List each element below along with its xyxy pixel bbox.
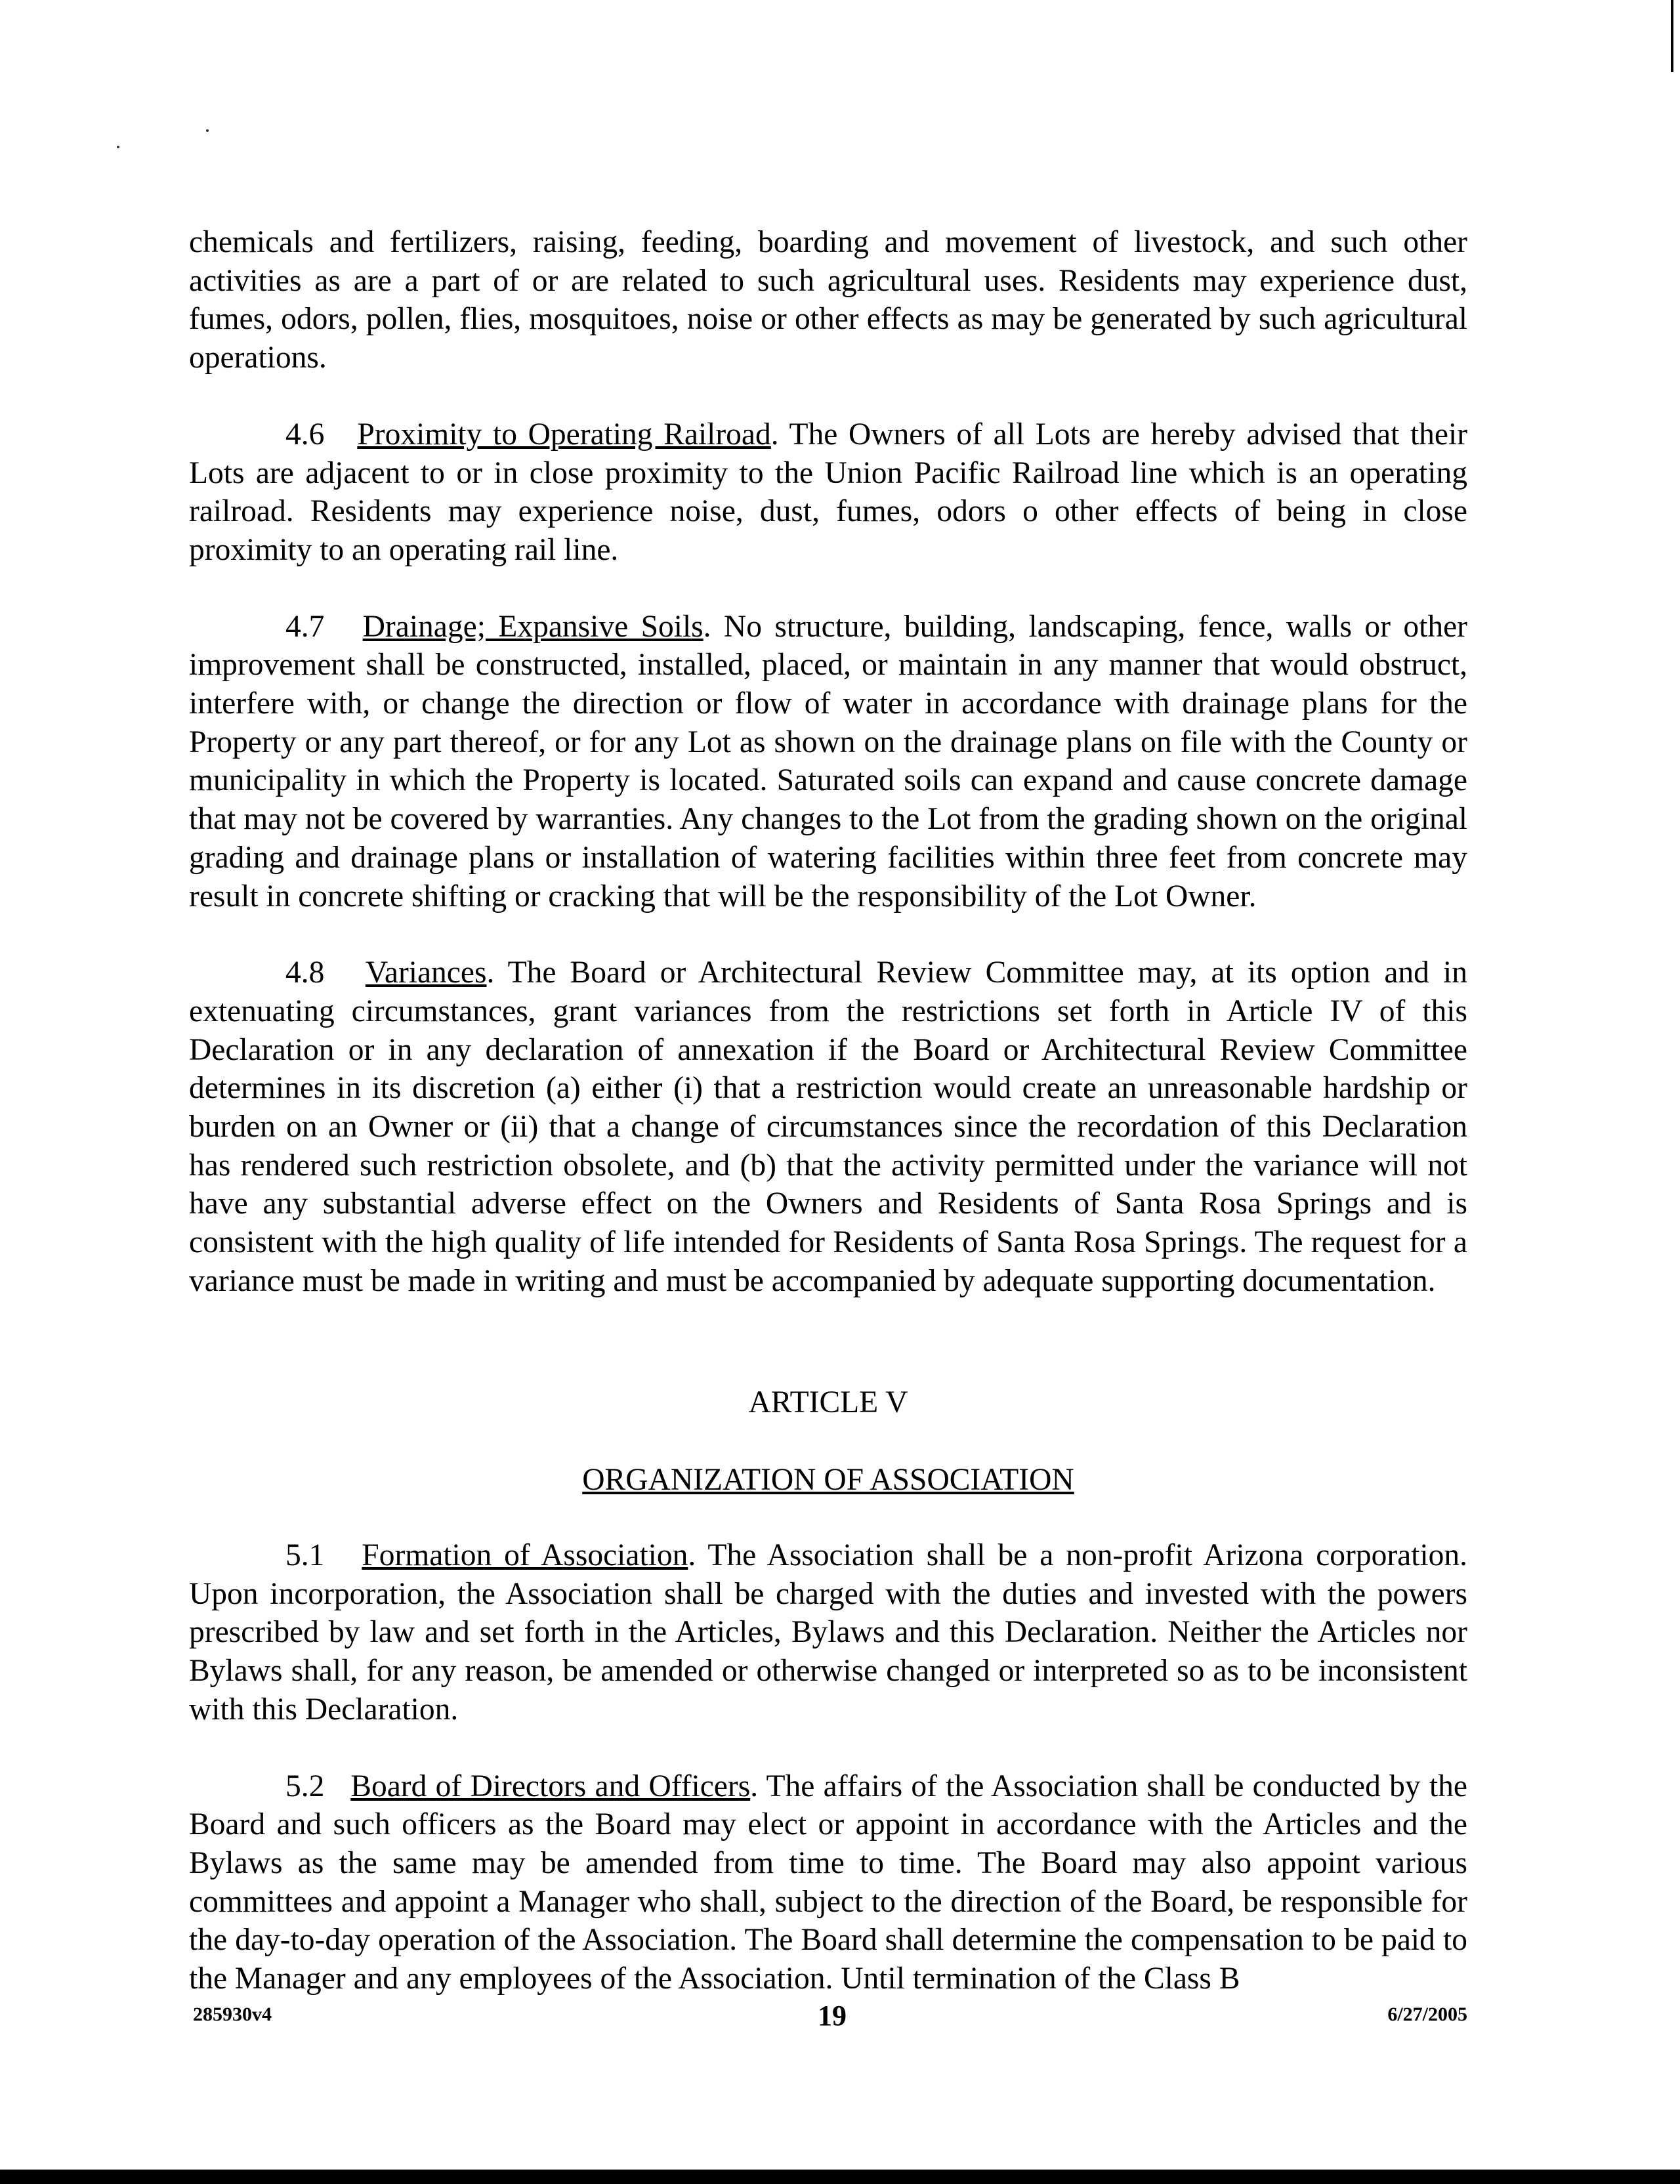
paragraph-continuation: [189, 223, 1467, 377]
footer-page-number: 19: [818, 2000, 847, 2032]
footer-doc-id: 285930v4: [193, 2004, 272, 2025]
scan-bottom-border: [0, 2170, 1680, 2184]
footer-date: 6/27/2005: [1387, 2004, 1467, 2025]
section-number: 5.2: [285, 1769, 325, 1803]
scan-speck: [117, 146, 119, 148]
section-text: . The affairs of the Association shall be conducted by the Board and such officers as the Board may elect or appoint in accordance with the Articles and the Bylaws as the same may be amended from time to time. The Board may also appoint various committees and appoint a Manager who shall, subject to the direction of the Board, be responsible for the day-to-day operation of the Association. The Board shall determine the compensation to be paid to the Manager and any employees of the Association. Until termination of the Class B: [189, 1769, 1467, 1996]
section-heading: Formation of Association: [362, 1538, 688, 1572]
section-4-6: [189, 415, 1467, 570]
body-upper: [189, 223, 1467, 1301]
section-text: . The Association shall be a non-profit Arizona corporation. Upon incorporation, the Association shall be charged with the duties and invested with the powers prescribed by law and set forth in the Articles, Bylaws and this Declaration. Neither the Articles nor Bylaws shall, for any reason, be amended or otherwise changed or interpreted so as to be inconsistent with this Declaration.: [189, 1538, 1468, 1727]
section-number: 4.6: [285, 417, 325, 452]
section-text: . The Board or Architectural Review Committee may, at its option and in extenuating circumstances, grant variances from the restrictions set forth in Article IV of this Declaration or in any declaration of annexation if the Board or Architectural Review Committee determines in its discretion (a) either (i) that a restriction would create an unreasonable hardship or burden on an Owner or (ii) that a change of circumstances since the recordation of this Declaration has rendered such restriction obsolete, and (b) that the activity permitted under the variance will not have any substantial adverse effect on the Owners and Residents of Santa Rosa Springs and is consistent with the high quality of life intended for Residents of Santa Rosa Springs. The request for a variance must be made in writing and must be accompanied by adequate supporting documentation.: [189, 956, 1467, 1298]
section-heading: Variances: [365, 956, 487, 990]
scan-edge-mark: [1671, 0, 1673, 72]
section-heading: Board of Directors and Officers: [350, 1769, 751, 1803]
article-subtitle-wrap: [189, 1461, 1467, 1499]
section-number: 5.1: [285, 1538, 325, 1572]
section-5-2: [189, 1767, 1467, 1998]
section-heading: Proximity to Operating Railroad: [357, 417, 771, 452]
scan-speck: [206, 129, 209, 132]
section-number: 4.7: [285, 609, 325, 644]
section-text: . The Owners of all Lots are hereby advised that their Lots are adjacent to or in close proximity to the Union Pacific Railroad line which is an operating railroad. Residents may experience noise, dust, fumes, odors o other effects of being in close proximity to an operating rail line.: [189, 417, 1468, 567]
section-4-8: [189, 954, 1467, 1300]
paragraph-text: chemicals and fertilizers, raising, feeding, boarding and movement of livestock, and such other activities as are a part of or are related to such agricultural uses. Residents may experience dust, fumes, odors, pollen, flies, mosquitoes, noise or other effects as may be generated by such agricultural operations.: [189, 225, 1467, 375]
section-number: 4.8: [285, 956, 325, 990]
article-title: ARTICLE V: [748, 1385, 908, 1419]
section-heading: Drainage; Expansive Soils: [362, 609, 704, 644]
section-4-7: [189, 608, 1467, 916]
body-lower: [189, 1536, 1467, 1998]
section-5-1: [189, 1536, 1467, 1729]
section-text: . No structure, building, landscaping, fence, walls or other improvement shall be constructed, installed, placed, or maintain in any manner that would obstruct, interfere with, or change the direction or flow of water in accordance with drainage plans for the Property or any part thereof, or for any Lot as shown on the drainage plans on file with the County or municipality in which the Property is located. Saturated soils can expand and cause concrete damage that may not be covered by warranties. Any changes to the Lot from the grading shown on the original grading and drainage plans or installation of watering facilities within three feet from concrete may result in concrete shifting or cracking that will be the responsibility of the Lot Owner.: [189, 609, 1467, 914]
article-subtitle: ORGANIZATION OF ASSOCIATION: [582, 1463, 1074, 1497]
